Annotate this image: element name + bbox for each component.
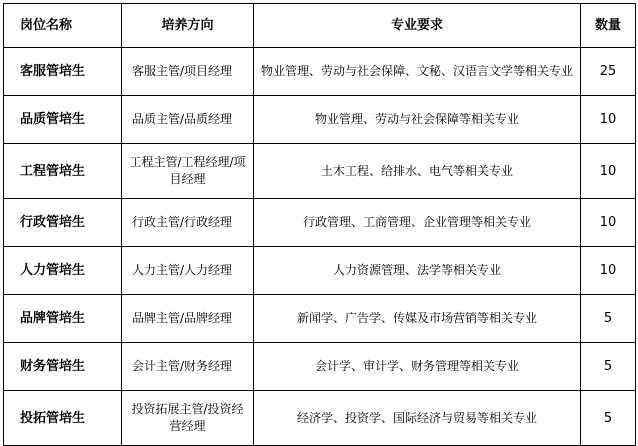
- recruitment-table: [3, 3, 636, 446]
- table-row: [4, 343, 636, 391]
- direction-cell: 会计主管/财务经理: [122, 343, 254, 391]
- table-row: [4, 247, 636, 295]
- direction-cell: 人力主管/人力经理: [122, 247, 254, 295]
- table-row: [4, 48, 636, 96]
- position-cell: 行政管培生: [4, 199, 122, 247]
- major-cell: 行政管理、工商管理、企业管理等相关专业: [254, 199, 581, 247]
- count-cell: 25: [581, 48, 636, 96]
- header-position: 岗位名称: [4, 4, 122, 48]
- table-row: [4, 199, 636, 247]
- direction-cell: 行政主管/行政经理: [122, 199, 254, 247]
- recruitment-table-wrapper: [3, 3, 636, 446]
- count-cell: 10: [581, 199, 636, 247]
- major-cell: 土木工程、给排水、电气等相关专业: [254, 144, 581, 199]
- major-cell: 经济学、投资学、国际经济与贸易等相关专业: [254, 391, 581, 446]
- major-cell: 物业管理、劳动与社会保障、文秘、汉语言文学等相关专业: [254, 48, 581, 96]
- header-direction: 培养方向: [122, 4, 254, 48]
- count-cell: 10: [581, 96, 636, 144]
- major-cell: 会计学、审计学、财务管理等相关专业: [254, 343, 581, 391]
- position-cell: 品质管培生: [4, 96, 122, 144]
- position-cell: 品牌管培生: [4, 295, 122, 343]
- direction-cell: 客服主管/项目经理: [122, 48, 254, 96]
- table-row: [4, 96, 636, 144]
- header-row: [4, 4, 636, 48]
- direction-cell: 投资拓展主管/投资经营经理: [122, 391, 254, 446]
- major-cell: 物业管理、劳动与社会保障等相关专业: [254, 96, 581, 144]
- count-cell: 5: [581, 295, 636, 343]
- direction-cell: 品牌主管/品牌经理: [122, 295, 254, 343]
- major-cell: 人力资源管理、法学等相关专业: [254, 247, 581, 295]
- count-cell: 5: [581, 343, 636, 391]
- major-cell: 新闻学、广告学、传媒及市场营销等相关专业: [254, 295, 581, 343]
- position-cell: 投拓管培生: [4, 391, 122, 446]
- position-cell: 财务管培生: [4, 343, 122, 391]
- position-cell: 客服管培生: [4, 48, 122, 96]
- direction-cell: 品质主管/品质经理: [122, 96, 254, 144]
- direction-cell: 工程主管/工程经理/项目经理: [122, 144, 254, 199]
- table-row: [4, 391, 636, 446]
- table-row: [4, 144, 636, 199]
- header-major: 专业要求: [254, 4, 581, 48]
- position-cell: 工程管培生: [4, 144, 122, 199]
- count-cell: 5: [581, 391, 636, 446]
- count-cell: 10: [581, 144, 636, 199]
- count-cell: 10: [581, 247, 636, 295]
- table-row: [4, 295, 636, 343]
- position-cell: 人力管培生: [4, 247, 122, 295]
- header-count: 数量: [581, 4, 636, 48]
